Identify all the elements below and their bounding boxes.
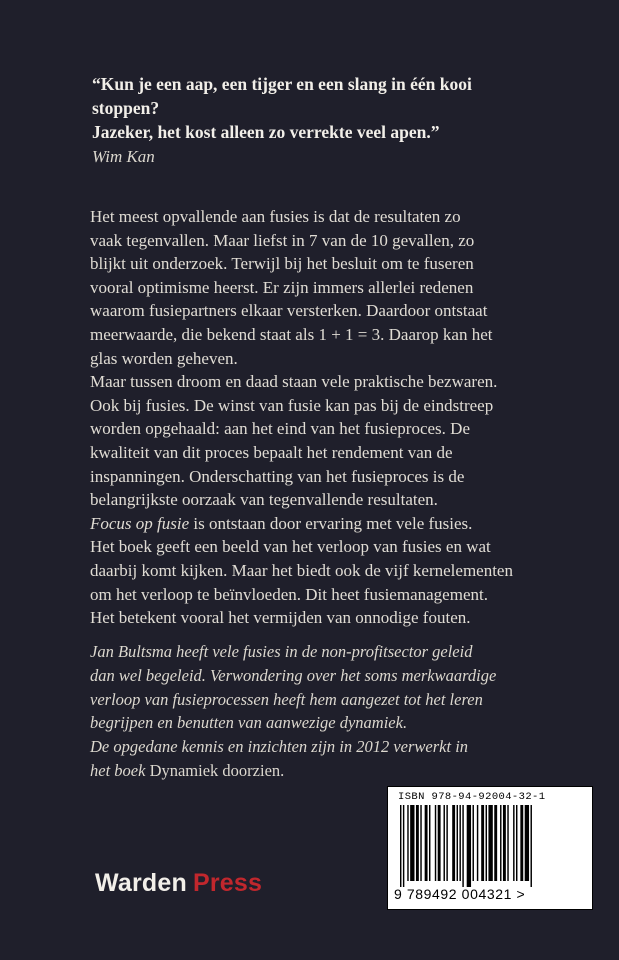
blurb-line: Het boek geeft een beeld van het verloop van fusies en wat: [90, 537, 491, 557]
quote-line: Jazeker, het kost alleen zo verrekte veel apen.”: [92, 122, 440, 142]
blurb-line: meerwaarde, die bekend staat als 1 + 1 = 3. Daarop kan het: [90, 324, 493, 344]
barcode-bar: [520, 805, 523, 881]
blurb-line-focus: [90, 512, 545, 536]
barcode-bar: [481, 805, 484, 881]
barcode-bar: [525, 805, 529, 881]
barcode-bar: [488, 805, 492, 881]
publisher-logo: [95, 869, 262, 898]
barcode-bar: [444, 805, 445, 881]
isbn-barcode: [387, 786, 593, 910]
barcode-bar: [507, 805, 508, 881]
quote-line: “Kun je een aap, een tijger en een slang in één kooi: [92, 74, 472, 94]
bio-line: De opgedane kennis en inzichten zijn in 2012 verwerkt in: [90, 737, 469, 757]
barcode-bar: [503, 805, 506, 881]
barcode-bar: [486, 805, 487, 881]
barcode-bar: [410, 805, 414, 881]
barcode-bar: [429, 805, 430, 881]
barcode-bar: [500, 805, 501, 881]
bio-book-title: Dynamiek doorzien.: [149, 760, 285, 780]
bio-line-last: [90, 759, 560, 783]
barcode-bar: [435, 805, 436, 881]
barcode-bar: [403, 805, 404, 887]
barcode-bar: [457, 805, 458, 881]
bio-line: dan wel begeleid. Verwondering over het soms merkwaardige: [90, 665, 497, 685]
barcode-bar: [467, 805, 471, 887]
barcode-bar: [531, 805, 532, 887]
barcode-bar: [446, 805, 447, 881]
quote-author: Wim Kan: [92, 147, 155, 166]
bio-last-prefix: het boek: [90, 760, 150, 780]
blurb-line: kwaliteit van dit proces bepaalt het rendement van de: [90, 442, 453, 462]
blurb-line: Ook bij fusies. De winst van fusie kan pas bij de eindstreep: [90, 395, 494, 415]
barcode-bar: [425, 805, 428, 881]
barcode-bar: [516, 805, 517, 881]
book-title: Focus op fusie: [90, 513, 190, 533]
barcode-bar: [438, 805, 441, 881]
barcode-bar: [477, 805, 478, 881]
barcode-bar: [462, 805, 463, 887]
blurb-line: Het betekent vooral het vermijden van onnodige fouten.: [90, 608, 471, 628]
blurb-line: om het verloop te beïnvloeden. Dit heet fusiemanagement.: [90, 584, 488, 604]
barcode-bar: [459, 805, 460, 881]
publisher-name-1: Warden: [95, 869, 187, 897]
blurb-line: glas worden geheven.: [90, 348, 238, 368]
blurb-line: daarbij komt kijken. Maar het biedt ook de vijf kernelementen: [90, 560, 513, 580]
blurb-line: Maar tussen droom en daad staan vele praktische bezwaren.: [90, 372, 498, 392]
blurb-text: [90, 205, 545, 630]
bio-line: begrijpen en benutten van aanwezige dynamiek.: [90, 713, 408, 733]
epigraph-quote: [92, 72, 572, 144]
blurb-line: Het meest opvallende aan fusies is dat de resultaten zo: [90, 207, 461, 226]
barcode-bar: [513, 805, 514, 881]
barcode-bar: [420, 805, 421, 881]
author-bio: [90, 640, 560, 783]
isbn-label: ISBN 978-94-92004-32-1: [398, 791, 546, 803]
blurb-line: vaak tegenvallen. Maar liefst in 7 van de 10 gevallen, zo: [90, 230, 475, 250]
blurb-line: belangrijkste oorzaak van tegenvallende resultaten.: [90, 490, 438, 510]
blurb-line: worden opgehaald: aan het eind van het fusieproces. De: [90, 419, 470, 439]
barcode-bar: [416, 805, 419, 881]
barcode-bar: [452, 805, 455, 881]
blurb-line: vooral optimisme heerst. Er zijn immers allerlei redenen: [90, 277, 474, 297]
blurb-line: waarom fusiepartners elkaar versterken. Daardoor ontstaat: [90, 301, 488, 321]
focus-rest: is ontstaan door ervaring met vele fusies.: [189, 513, 473, 533]
quote-line: stoppen?: [92, 98, 160, 118]
blurb-line: inspanningen. Onderschatting van het fusieproces is de: [90, 466, 465, 486]
bio-line: verloop van fusieprocessen heeft hem aangezet tot het leren: [90, 689, 483, 709]
bio-line: Jan Bultsma heeft vele fusies in de non-profitsector geleid: [90, 642, 473, 661]
barcode-bar: [400, 805, 401, 887]
barcode-bar: [473, 805, 474, 881]
barcode-bar: [407, 805, 408, 881]
barcode-bar: [494, 805, 497, 881]
barcode-digits: 9 789492 004321 >: [394, 886, 526, 902]
publisher-name-2: Press: [192, 869, 263, 897]
barcode-bars: [400, 805, 582, 887]
blurb-line: blijkt uit onderzoek. Terwijl bij het besluit om te fuseren: [90, 254, 474, 274]
